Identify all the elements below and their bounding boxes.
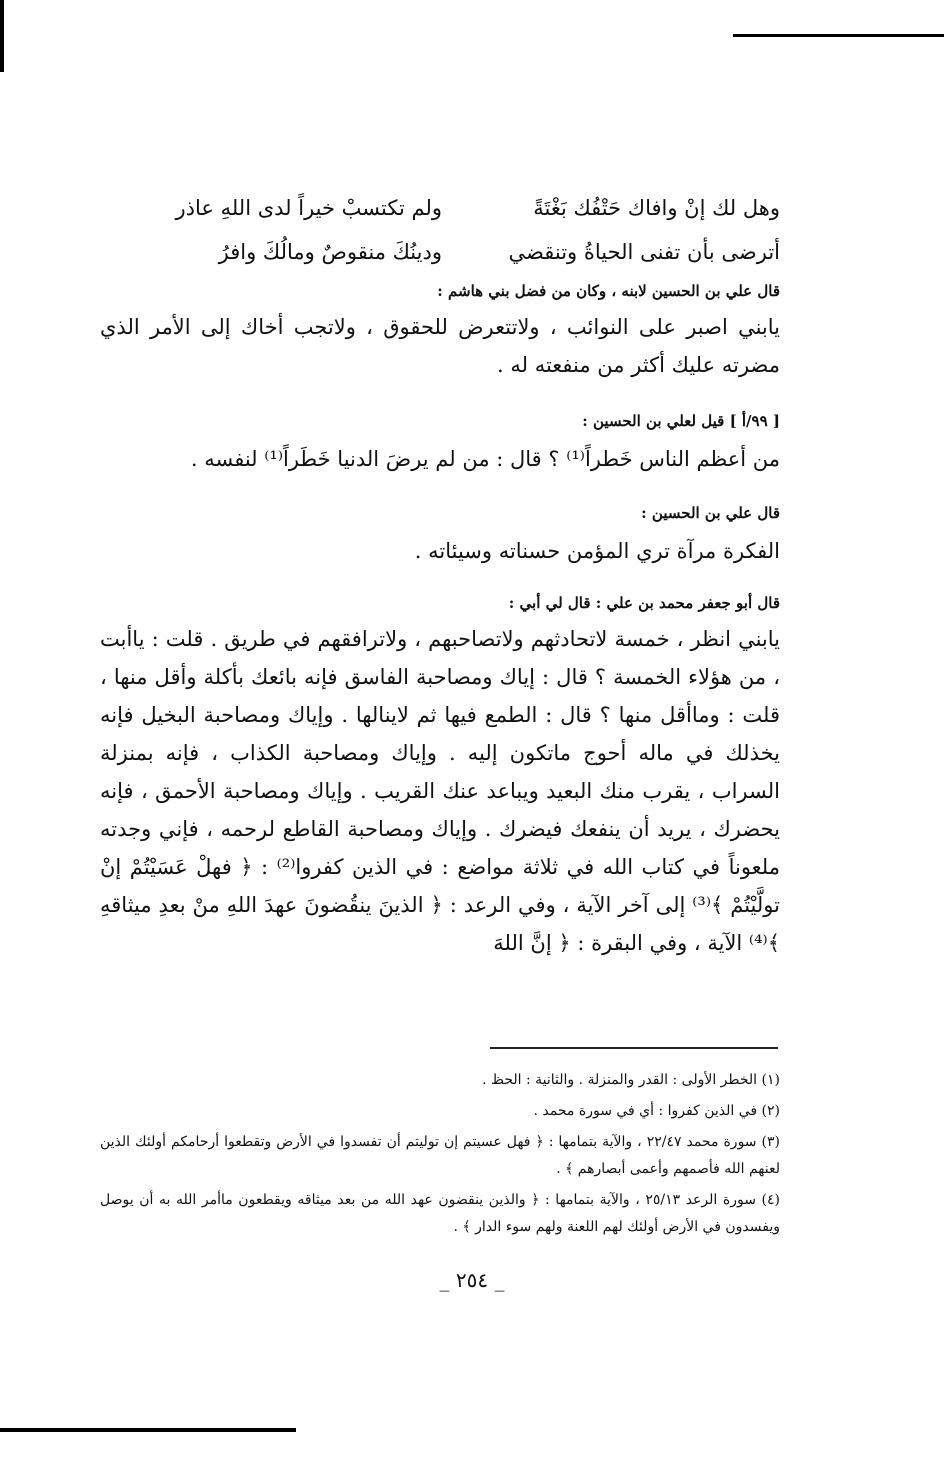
poem-verse <box>100 190 780 226</box>
scan-edge-line-left <box>0 0 4 72</box>
footnote-separator <box>490 1047 778 1049</box>
footnote: (٢) في الذين كفروا : أي في سورة محمد . <box>533 1103 780 1119</box>
footnote: (٣) سورة محمد ٢٢/٤٧ ، والآية بتمامها : ﴿ فهل عسيتم إن توليتم أن تفسدوا في الأرض وتقطعوا أرحامكم أولئك الذين لعنهم الله فأصمهم وأعمى أبصارهم ﴾ . <box>100 1134 780 1177</box>
scan-edge-line-bottom <box>0 1428 296 1432</box>
footnotes <box>100 1067 780 1245</box>
paragraph: يابني اصبر على النوائب ، ولاتتعرض للحقوق ، ولاتجب أخاك إلى الأمر الذي مضرته عليك أكثر من منفعته له . <box>100 315 780 377</box>
verse-hemistich: ودينُكَ منقوصٌ ومالُكَ وافرُ <box>218 240 442 264</box>
scan-edge-line-top <box>733 34 944 37</box>
page-number: _ ٢٥٤ _ <box>439 1268 505 1292</box>
section-heading: قال علي بن الحسين : <box>641 504 780 522</box>
verse-hemistich: ولم تكتسبْ خيراً لدى اللهِ عاذر <box>175 196 442 220</box>
footnote: (٤) سورة الرعد ٢٥/١٣ ، والآية بتمامها : ﴿ والذين ينقضون عهد الله من بعد ميثاقه ويقطعون ماأمر الله به أن يوصل ويفسدون في الأرض أولئك لهم اللعنة ولهم سوء الدار ﴾ . <box>100 1192 780 1235</box>
section-heading: قال أبو جعفر محمد بن علي : قال لي أبي : <box>508 594 780 612</box>
paragraph: يابني انظر ، خمسة لاتحادثهم ولاتصاحبهم ، ولاترافقهم في طريق . قلت : ياأبت ، من هؤلاء الخمسة ؟ قال : إياك ومصاحبة الفاسق فإنه بائعك بأكلة وأقل منها ، قلت : وماأقل منها ؟ قال : الطمع فيها ثم لاينالها . وإياك ومصاحبة البخيل فإنه يخذلك في ماله أحوج ماتكون إليه . وإياك ومصاحبة الكذاب ، فإنه بمنزلة السراب ، يقرب منك البعيد ويباعد عنك القريب . وإياك ومصاحبة الأحمق ، فإنه يحضرك ، يريد أن ينفعك فيضرك . وإياك ومصاحبة القاطع لرحمه ، فإني وجدته ملعوناً في كتاب الله في ثلاثة مواضع : في الذين كفروا⁽²⁾ : ﴿ فهلْ عَسَيْتُمْ إنْ تولَّيْتُمْ ﴾⁽³⁾ إلى آخر الآية ، وفي الرعد : ﴿ الذينَ ينقُضونَ عهدَ اللهِ منْ بعدِ ميثاقهِ ﴾⁽⁴⁾ الآية ، وفي البقرة : ﴿ إنَّ اللهَ <box>100 627 780 955</box>
verse-hemistich: وهل لك إنْ وافاك حَتْفُك بَغْتَةً <box>533 196 780 220</box>
poem-verse <box>100 234 780 270</box>
footnote: (١) الخطر الأولى : القدر والمنزلة . والثانية : الحظ . <box>482 1072 780 1088</box>
page-body <box>100 190 780 962</box>
paragraph: الفكرة مرآة تري المؤمن حسناته وسيئاته . <box>414 539 780 563</box>
section-heading: [ ٩٩/أ ] قيل لعلي بن الحسين : <box>582 412 780 430</box>
paragraph: من أعظم الناس خَطراً⁽¹⁾ ؟ قال : من لم يرضَ الدنيا خَطَراً⁽¹⁾ لنفسه . <box>190 447 780 471</box>
section-heading: قال علي بن الحسين لابنه ، وكان من فضل بني هاشم : <box>437 282 780 300</box>
verse-hemistich: أترضى بأن تفنى الحياةُ وتنقضي <box>508 240 780 264</box>
